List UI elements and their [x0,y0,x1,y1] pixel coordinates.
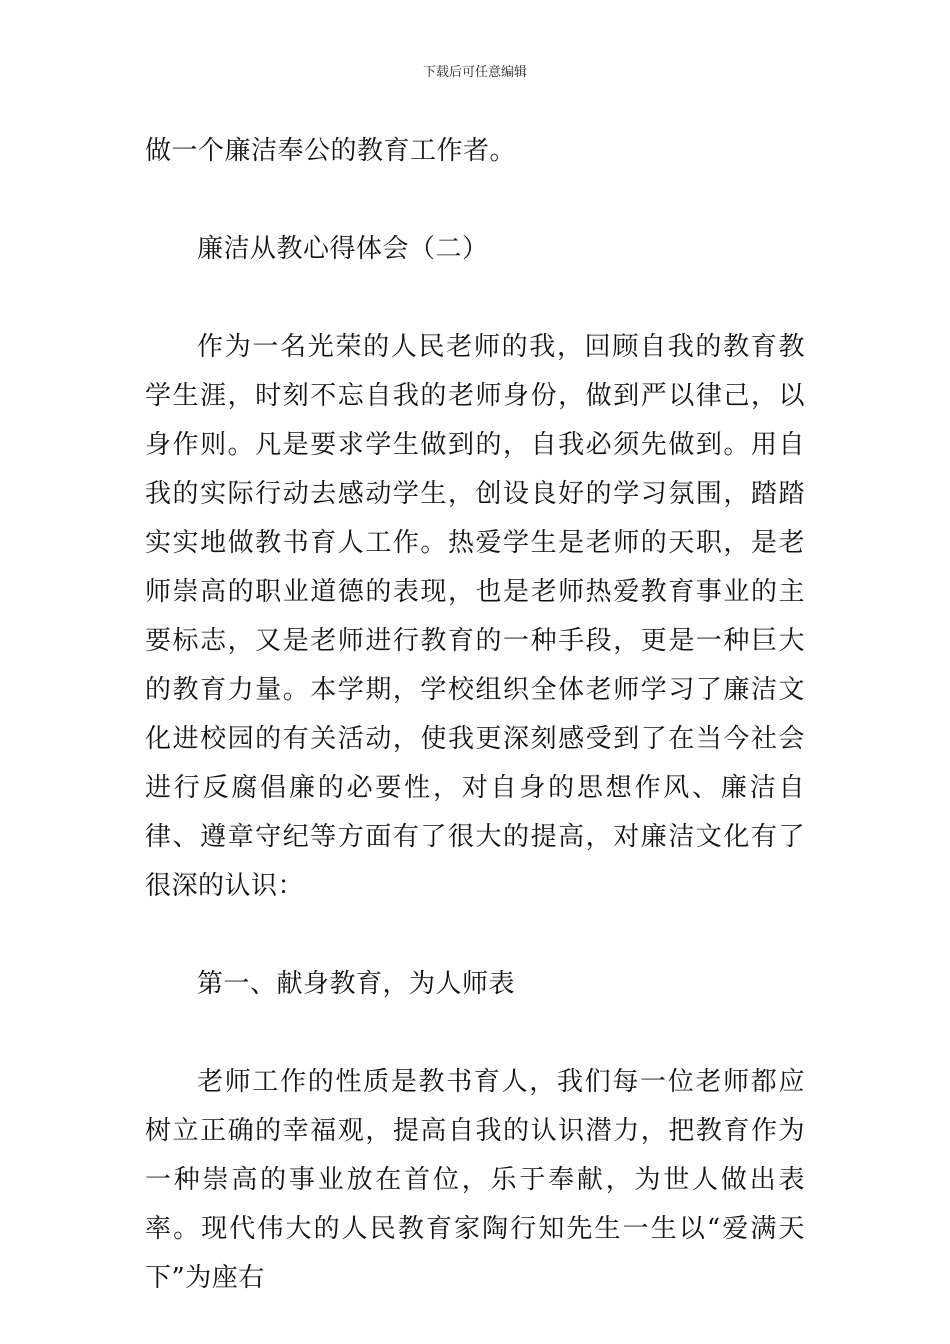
paragraph-continuation: 老师工作的性质是教书育人，我们每一位老师都应树立正确的幸福观，提高自我的认识潜力，把教育作为一种崇高的事业放在首位，乐于奉献，为世人做出表率。现代伟大的人民教育家陶行知先生一生以“爱满天下”为座右 [145,1067,805,1293]
paragraph-main: 作为一名光荣的人民老师的我，回顾自我的教育教学生涯，时刻不忘自我的老师身份，做到严以律己，以身作则。凡是要求学生做到的，自我必须先做到。用自我的实际行动去感动学生，创设良好的学习氛围，踏踏实实地做教书育人工作。热爱学生是老师的天职，是老师崇高的职业道德的表现，也是老师热爱教育事业的主要标志，又是老师进行教育的一种手段，更是一种巨大的教育力量。本学期，学校组织全体老师学习了廉洁文化进校园的有关活动，使我更深刻感受到了在当今社会进行反腐倡廉的必要性，对自身的思想作风、廉洁自律、遵章守纪等方面有了很大的提高，对廉洁文化有了很深的认识： [145,332,805,901]
section-title: 廉洁从教心得体会（二） [197,234,489,264]
page-header-note: 下载后可任意编辑 [422,65,527,80]
document-body [145,127,805,1303]
paragraph-closing-line: 做一个廉洁奉公的教育工作者。 [145,136,517,166]
subsection-title: 第一、献身教育，为人师表 [197,969,516,999]
